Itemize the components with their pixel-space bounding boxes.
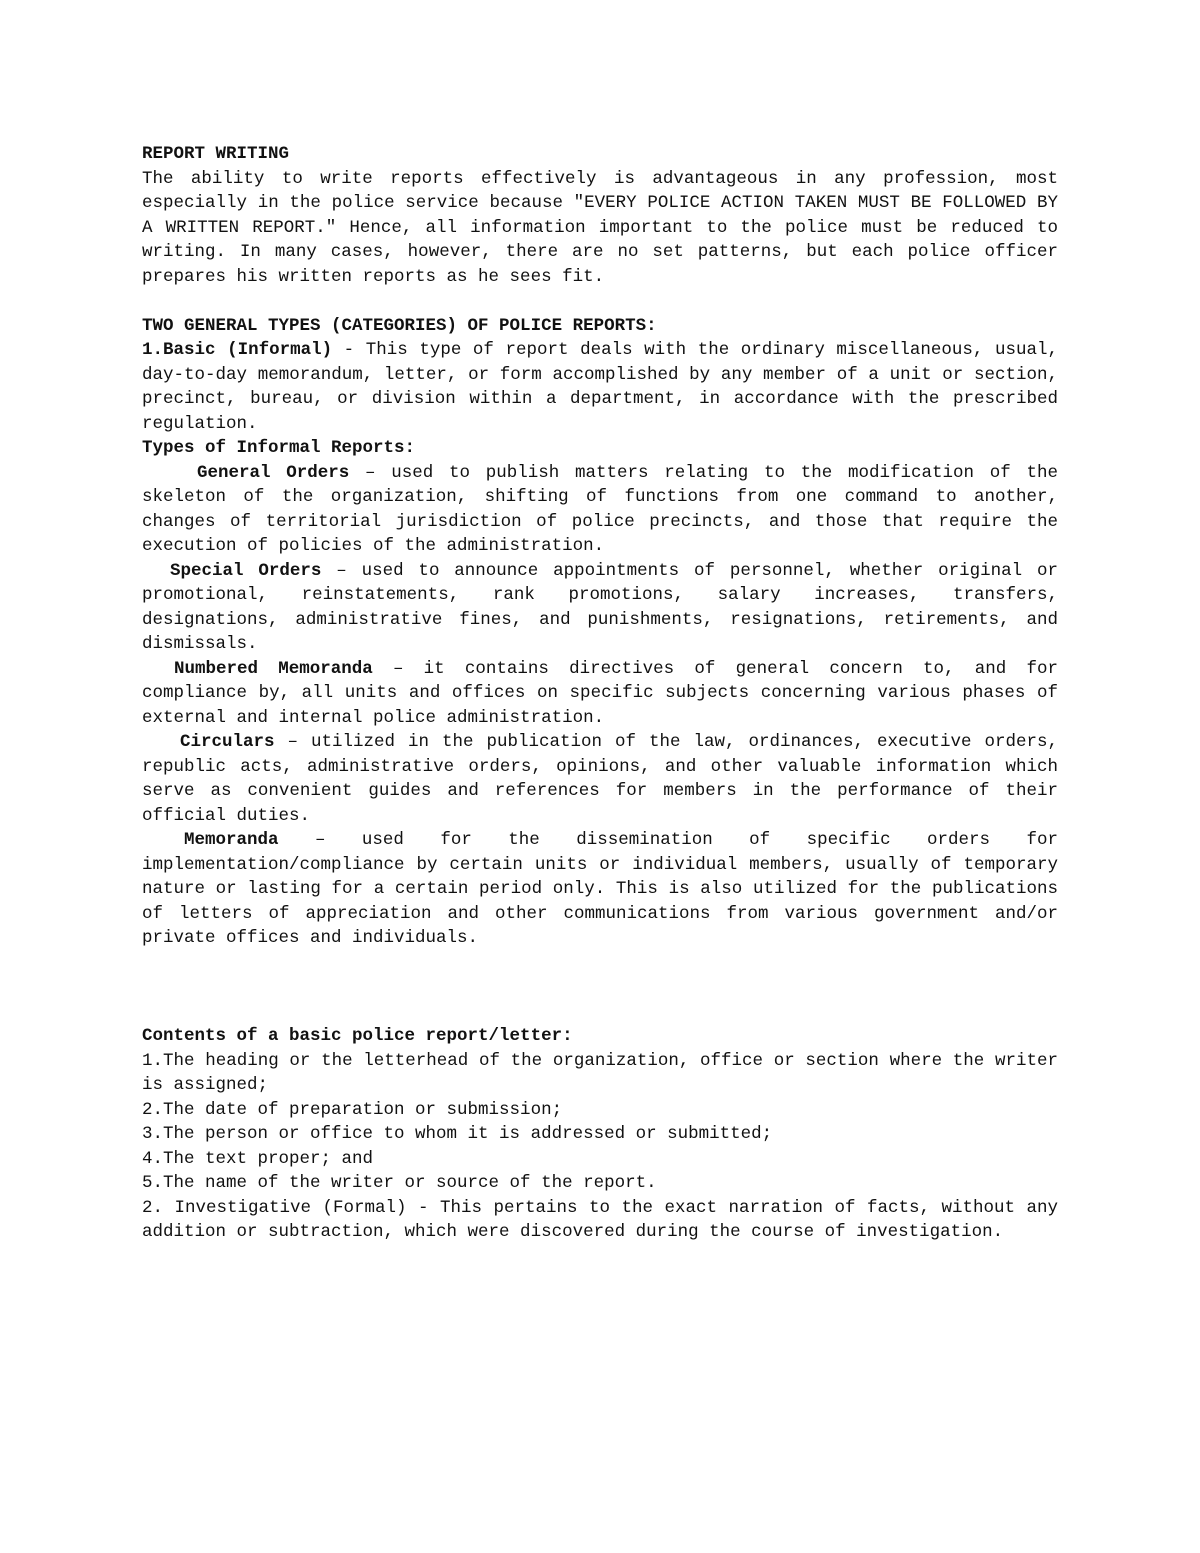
contents-item: 5.The name of the writer or source of the report. <box>142 1173 657 1193</box>
spacer <box>142 289 1058 314</box>
circulars-paragraph <box>142 730 1058 828</box>
document-page <box>142 142 1058 1245</box>
numbered-memoranda-text: – it contains directives of general concern to, and for compliance by, all units and offices on specific subjects concerning various phases of external and internal police administration. <box>142 658 1058 728</box>
informal-heading: Types of Informal Reports: <box>142 438 416 458</box>
contents-item: 3.The person or office to whom it is addressed or submitted; <box>142 1124 773 1144</box>
special-orders-text: – used to announce appointments of personnel, whether original or promotional, reinstatements, rank promotions, salary increases, transfers, designations, administrative fines, and punishments, resignations, retirements, and dismissals. <box>142 560 1058 654</box>
circulars-term: Circulars <box>180 732 275 752</box>
basic-text: - This type of report deals with the ordinary miscellaneous, usual, day-to-day memorandum, letter, or form accomplished by any member of a unit or section, precinct, bureau, or division within a department, in accordance with the prescribed regulation. <box>142 340 1058 434</box>
special-orders-paragraph <box>142 559 1058 657</box>
basic-paragraph <box>142 338 1058 436</box>
contents-item: 4.The text proper; and <box>142 1148 374 1169</box>
investigative-paragraph: 2. Investigative (Formal) - This pertains to the exact narration of facts, without any addition or subtraction, which were discovered during the course of investigation. <box>142 1197 1058 1242</box>
numbered-memoranda-term: Numbered Memoranda <box>174 658 373 679</box>
types-heading: TWO GENERAL TYPES (CATEGORIES) OF POLICE REPORTS: <box>142 315 657 336</box>
circulars-text: – utilized in the publication of the law, ordinances, executive orders, republic acts, administrative orders, opinions, and other valuable information which serve as convenient guides and references for members in the performance of their official duties. <box>142 732 1058 826</box>
general-orders-term: General Orders <box>197 462 350 483</box>
memoranda-paragraph <box>142 828 1058 951</box>
general-orders-text: – used to publish matters relating to the modification of the skeleton of the organization, shifting of functions from one command to another, changes of territorial jurisdiction of police precincts, and those that require the execution of policies of the administration. <box>142 462 1058 556</box>
basic-label: 1.Basic (Informal) <box>142 340 333 360</box>
contents-item: 1.The heading or the letterhead of the organization, office or section where the writer is assigned; <box>142 1050 1058 1095</box>
general-orders-paragraph <box>142 461 1058 559</box>
contents-heading: Contents of a basic police report/letter: <box>142 1026 573 1046</box>
memoranda-text: – used for the dissemination of specific orders for implementation/compliance by certain units or individual members, usually of temporary nature or lasting for a certain period only. This is also utilized for the publications of letters of appreciation and other communications from various government and/or private offices and individuals. <box>142 830 1058 948</box>
memoranda-term: Memoranda <box>184 830 279 850</box>
numbered-memoranda-paragraph <box>142 657 1058 731</box>
page-title: REPORT WRITING <box>142 144 290 164</box>
contents-item: 2.The date of preparation or submission; <box>142 1099 563 1120</box>
intro-paragraph: The ability to write reports effectively is advantageous in any profession, most especially in the police service because "EVERY POLICE ACTION TAKEN MUST BE FOLLOWED BY A WRITTEN REPORT." Hence, all information important to the police must be reduced to writing. In many cases, however, there are no set patterns, but each police officer prepares his written reports as he sees fit. <box>142 168 1058 287</box>
special-orders-term: Special Orders <box>170 560 322 581</box>
spacer <box>142 951 1058 1025</box>
